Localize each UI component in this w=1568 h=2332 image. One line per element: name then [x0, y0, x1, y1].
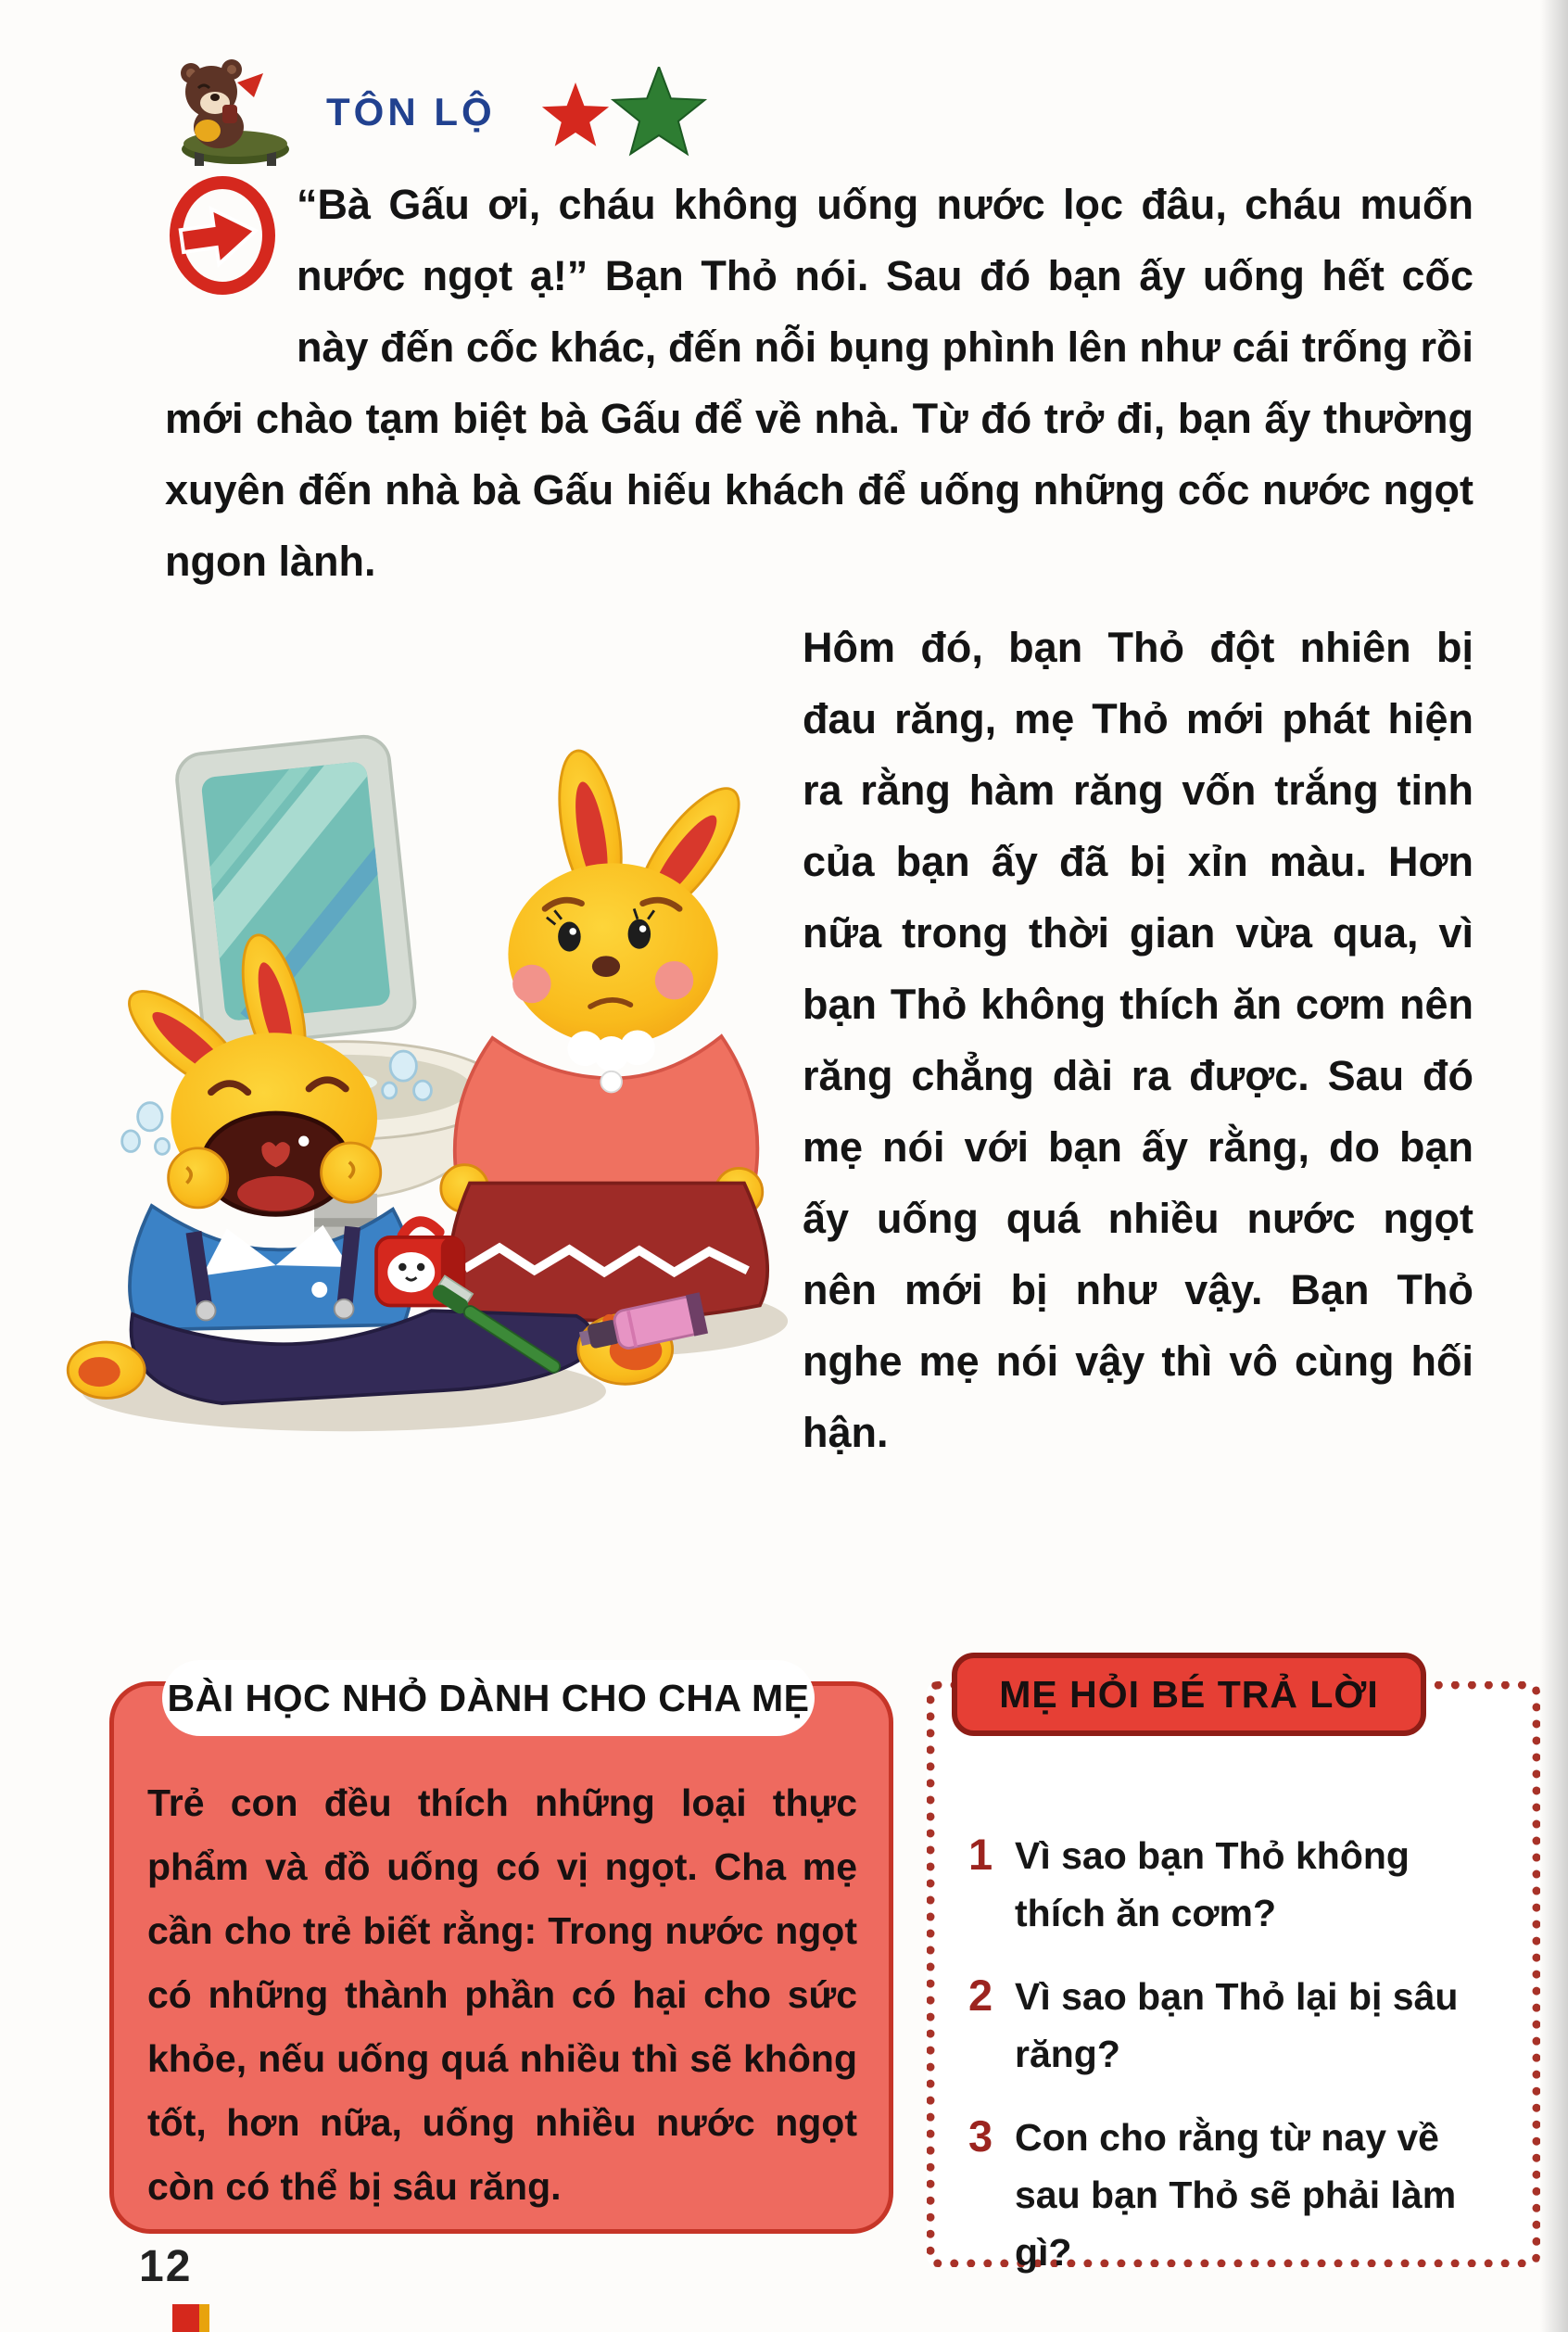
- paragraph-1-text: “Bà Gấu ơi, cháu không uống nước lọc đâu, cháu muốn nước ngọt ạ!” Bạn Thỏ nói. Sau đó bạn ấy uống hết cốc này đến cốc khác, đến nỗi bụng phình lên như cái trống rồi mới chào tạm biệt bà Gấu để về nhà. Từ đó trở đi, bạn ấy thường xuyên đến nhà bà Gấu hiếu khách để uống những cốc nước ngọt ngon lành.: [165, 181, 1473, 585]
- qa-box: [927, 1672, 1540, 2274]
- page-number: 12: [139, 2242, 193, 2291]
- page-header: [163, 54, 714, 171]
- question-text: Vì sao bạn Thỏ không thích ăn cơm?: [1015, 1834, 1410, 1934]
- parent-lesson-box: [109, 1676, 893, 2234]
- question-number: 1: [968, 1830, 993, 1879]
- story-paragraph-2: [165, 612, 1473, 1468]
- parent-lesson-body: Trẻ con đều thích những loại thực phẩm và đồ uống có vị ngọt. Cha mẹ cần cho trẻ biết rằng: Trong nước ngọt có những thành phần có hại cho sức khỏe, nếu uống quá nhiều thì sẽ không tốt, hơn nữa, uống nhiều nước ngọt còn có thể bị sâu răng.: [147, 1781, 857, 2208]
- qa-box-title: MẸ HỎI BÉ TRẢ LỜI: [952, 1653, 1426, 1736]
- corner-print-mark: [172, 2304, 209, 2332]
- qa-question-3: [968, 2109, 1510, 2281]
- question-text: Vì sao bạn Thỏ lại bị sâu răng?: [1015, 1975, 1459, 2075]
- rabbits-bathroom-illustration: [56, 697, 790, 1438]
- arrow-badge-icon: [165, 174, 280, 313]
- bear-logo-icon: [163, 57, 302, 168]
- red-star-icon: [542, 82, 609, 146]
- mother-rabbit: [441, 746, 767, 1321]
- qa-question-list: [968, 1827, 1510, 2281]
- paragraph-2-text: Hôm đó, bạn Thỏ đột nhiên bị đau răng, mẹ Thỏ mới phát hiện ra rằng hàm răng vốn trắng tinh của bạn ấy đã bị xỉn màu. Hơn nữa trong thời gian vừa qua, vì bạn Thỏ không thích ăn cơm nên răng chẳng dài ra được. Sau đó mẹ nói với bạn ấy rằng, do bạn ấy uống quá nhiều nước ngọt nên mới bị như vậy. Bạn Thỏ nghe mẹ nói vậy thì vô cùng hối hận.: [803, 624, 1473, 1456]
- brand-title: TÔN LỘ: [326, 90, 496, 133]
- question-text: Con cho rằng từ nay về sau bạn Thỏ sẽ phải làm gì?: [1015, 2116, 1457, 2274]
- question-number: 3: [968, 2111, 993, 2161]
- story-text-block: [165, 169, 1473, 1468]
- question-number: 2: [968, 1971, 993, 2020]
- rating-stars-icon: [538, 67, 714, 164]
- story-paragraph-1: [165, 169, 1473, 597]
- green-star-icon: [613, 67, 704, 154]
- qa-question-1: [968, 1827, 1510, 1942]
- parent-lesson-title: BÀI HỌC NHỎ DÀNH CHO CHA MẸ: [162, 1660, 815, 1736]
- scan-edge-shading: [1540, 0, 1568, 2332]
- qa-question-2: [968, 1968, 1510, 2083]
